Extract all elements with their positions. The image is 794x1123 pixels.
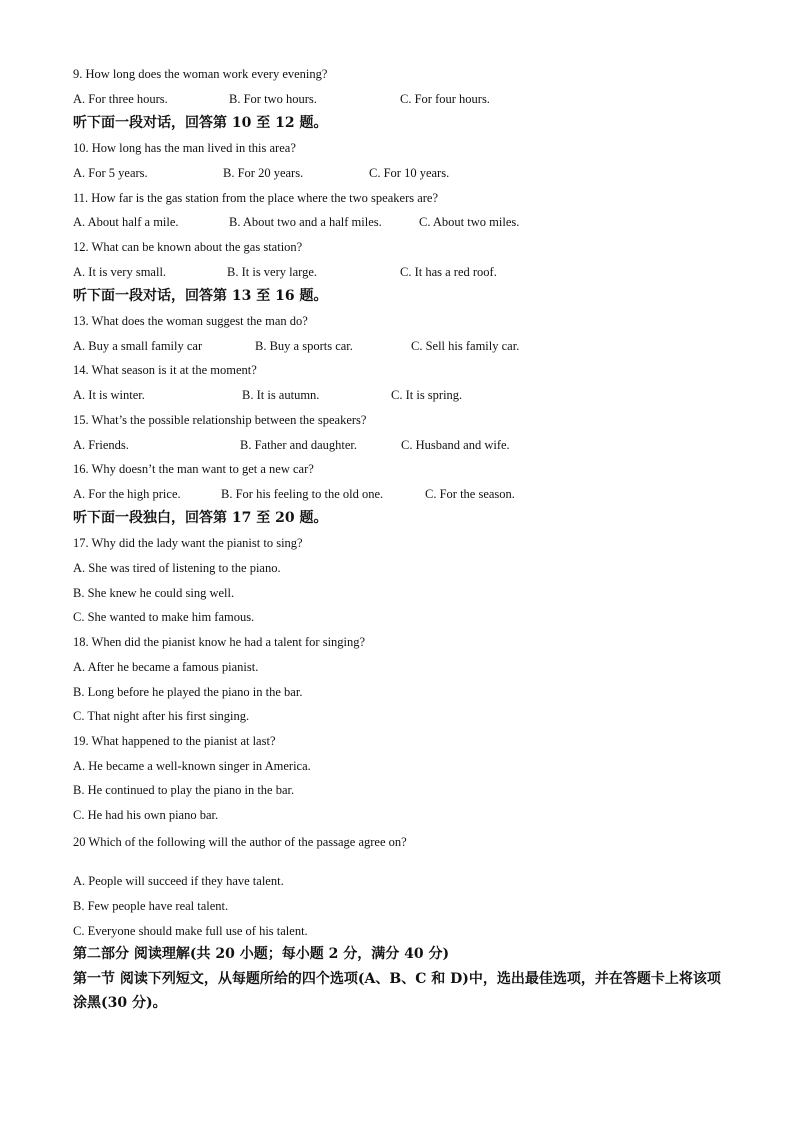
section-heading-13-16: 听下面一段对话，回答第 13 至 16 题。 (73, 288, 328, 304)
option-a: A. Friends. (73, 438, 129, 452)
option-20-c: C. Everyone should make full use of his talent. (73, 924, 308, 938)
part-two-heading: 第二部分 阅读理解(共 20 小题；每小题 2 分，满分 40 分) (73, 946, 450, 962)
question-15: 15. What’s the possible relationship between the speakers? (73, 413, 367, 427)
option-c: C. Husband and wife. (401, 438, 510, 452)
section-heading-17-20: 听下面一段独白，回答第 17 至 20 题。 (73, 510, 328, 526)
question-12: 12. What can be known about the gas station? (73, 240, 303, 254)
question-19: 19. What happened to the pianist at last? (73, 734, 276, 748)
option-c: C. For the season. (425, 487, 515, 501)
option-19-c: C. He had his own piano bar. (73, 808, 219, 822)
option-a: A. Buy a small family car (73, 339, 203, 353)
question-9: 9. How long does the woman work every evening? (73, 67, 328, 81)
option-20-a: A. People will succeed if they have talent. (73, 874, 284, 888)
option-a: A. About half a mile. (73, 215, 179, 229)
option-b: B. Father and daughter. (240, 438, 357, 452)
option-b: B. For his feeling to the old one. (221, 487, 384, 501)
option-17-a: A. She was tired of listening to the piano. (73, 561, 281, 575)
option-b: B. It is very large. (227, 265, 318, 279)
option-c: C. For four hours. (400, 92, 490, 106)
option-b: B. Buy a sports car. (255, 339, 353, 353)
section-one-instructions: 第一节 阅读下列短文，从每题所给的四个选项(A、B、C 和 D)中，选出最佳选项，并在答题卡上将该项涂黑(30 分)。 (73, 971, 721, 1011)
question-17: 17. Why did the lady want the pianist to sing? (73, 536, 303, 550)
question-14: 14. What season is it at the moment? (73, 363, 257, 377)
option-c: C. It is spring. (391, 388, 463, 402)
option-18-b: B. Long before he played the piano in the bar. (73, 685, 303, 699)
option-c: C. For 10 years. (369, 166, 450, 180)
option-18-a: A. After he became a famous pianist. (73, 660, 259, 674)
question-13: 13. What does the woman suggest the man do? (73, 314, 308, 328)
section-heading-10-12: 听下面一段对话，回答第 10 至 12 题。 (73, 115, 328, 131)
option-19-b: B. He continued to play the piano in the bar. (73, 783, 295, 797)
option-b: B. For two hours. (229, 92, 317, 106)
option-a: A. For the high price. (73, 487, 181, 501)
question-10: 10. How long has the man lived in this area? (73, 141, 296, 155)
option-c: C. Sell his family car. (411, 339, 520, 353)
option-a: A. It is winter. (73, 388, 145, 402)
option-19-a: A. He became a well-known singer in America. (73, 759, 311, 773)
option-18-c: C. That night after his first singing. (73, 709, 250, 723)
question-20: 20 Which of the following will the author of the passage agree on? (73, 835, 407, 849)
option-17-c: C. She wanted to make him famous. (73, 610, 255, 624)
option-b: B. For 20 years. (223, 166, 304, 180)
question-18: 18. When did the pianist know he had a talent for singing? (73, 635, 366, 649)
option-c: C. About two miles. (419, 215, 520, 229)
option-17-b: B. She knew he could sing well. (73, 586, 235, 600)
option-a: A. It is very small. (73, 265, 167, 279)
question-16: 16. Why doesn’t the man want to get a new car? (73, 462, 314, 476)
option-c: C. It has a red roof. (400, 265, 497, 279)
option-a: A. For three hours. (73, 92, 168, 106)
option-b: B. It is autumn. (242, 388, 320, 402)
question-11: 11. How far is the gas station from the place where the two speakers are? (73, 191, 439, 205)
option-20-b: B. Few people have real talent. (73, 899, 229, 913)
option-a: A. For 5 years. (73, 166, 148, 180)
option-b: B. About two and a half miles. (229, 215, 382, 229)
